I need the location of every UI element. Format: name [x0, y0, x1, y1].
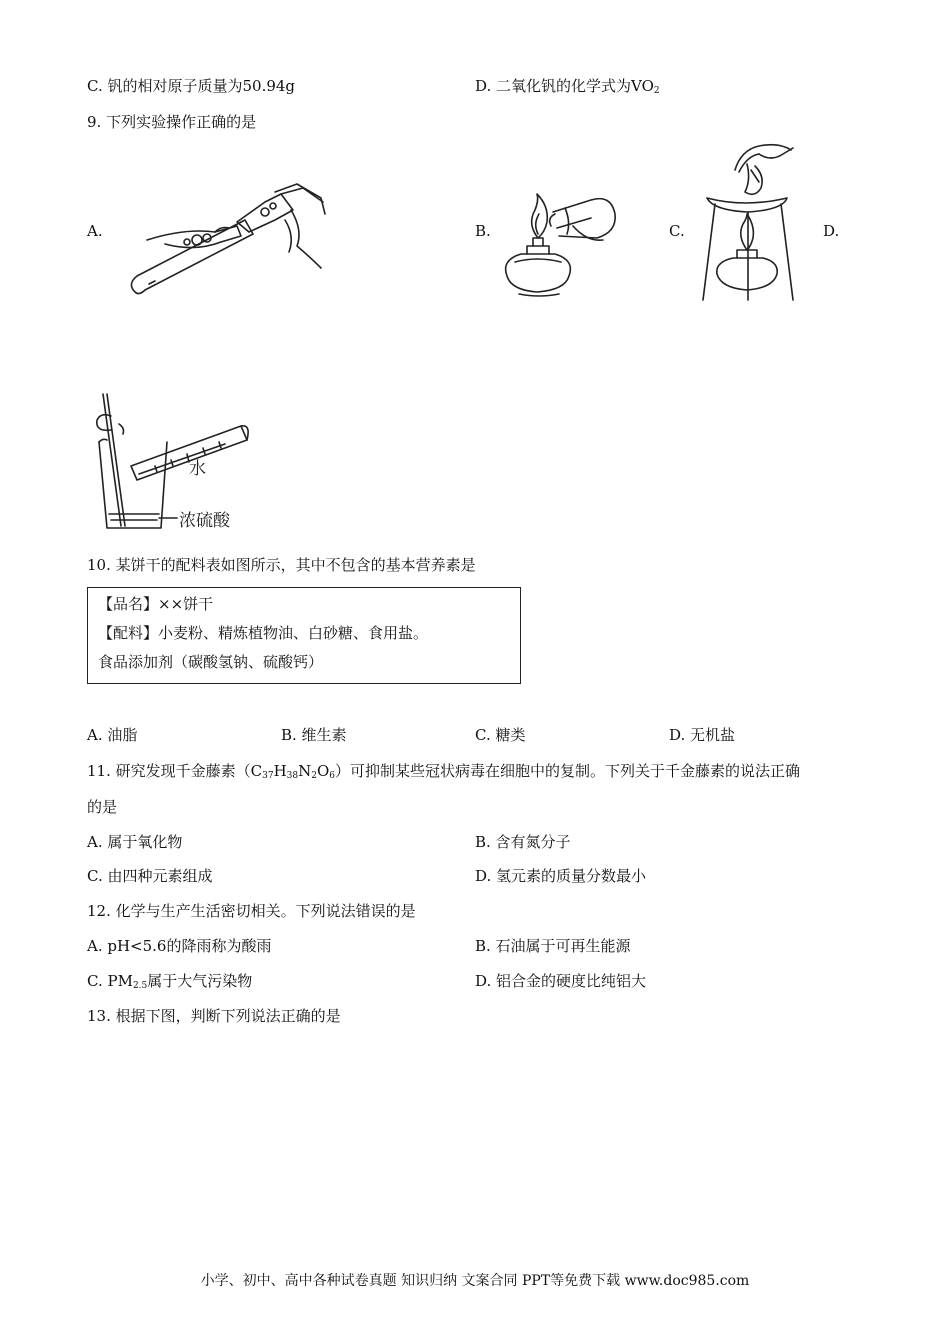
q9-label-a: A.: [87, 222, 103, 240]
ingredient-name-line: 【品名】××饼干: [98, 595, 214, 613]
q12-stem: 12. 化学与生产生活密切相关。下列说法错误的是: [87, 902, 416, 920]
figure-d-acid-label: 浓硫酸: [179, 511, 230, 531]
q11-option-c: C. 由四种元素组成: [87, 867, 213, 885]
q9-label-b: B.: [475, 222, 491, 240]
ingredient-additive-line: 食品添加剂（碳酸氢钠、硫酸钙）: [98, 653, 324, 671]
q9-label-c: C.: [669, 222, 685, 240]
q8-option-c: C. 钒的相对原子质量为50.94g: [87, 77, 296, 95]
q12-option-b: B. 石油属于可再生能源: [475, 937, 631, 955]
q12-option-a: A. pH<5.6的降雨称为酸雨: [87, 937, 272, 955]
figure-a-test-tube: [125, 180, 335, 305]
q11-option-d: D. 氢元素的质量分数最小: [475, 867, 647, 885]
q13-stem: 13. 根据下图，判断下列说法正确的是: [87, 1007, 341, 1025]
q12-option-d: D. 铝合金的硬度比纯铝大: [475, 972, 647, 990]
q8-option-d: D. 二氧化钒的化学式为$VO_2$: [475, 77, 660, 96]
ingredient-list-line: 【配料】小麦粉、精炼植物油、白砂糖、食用盐。: [98, 624, 429, 642]
q9-label-d: D.: [823, 222, 840, 240]
page-footer: 小学、初中、高中各种试卷真题 知识归纳 文案合同 PPT等免费下载 www.doc985.com: [200, 1273, 750, 1289]
q11-stem: 11. 研究发现千金藤素$(C_{37}H_{38}N_2O_6)$可抑制某些冠状病毒在细胞中的复制。下列关于千金藤素的说法正确: [87, 762, 801, 781]
q11-option-b: B. 含有氮分子: [475, 833, 571, 851]
q10-option-c: C. 糖类: [475, 726, 526, 744]
figure-d-water-label: 水: [189, 459, 206, 479]
q10-option-d: D. 无机盐: [669, 726, 736, 744]
q11-option-a: A. 属于氧化物: [87, 833, 183, 851]
q10-stem: 10. 某饼干的配料表如图所示，其中不包含的基本营养素是: [87, 556, 476, 574]
figure-c-tripod-flame: [695, 140, 805, 308]
q11-stem-line2: 的是: [87, 798, 118, 816]
q10-option-a: A. 油脂: [87, 726, 138, 744]
figure-d-dilution: [95, 390, 265, 536]
q9-stem: 9. 下列实验操作正确的是: [87, 113, 257, 131]
ingredient-table: [87, 587, 521, 684]
figure-b-alcohol-lamps: [495, 190, 620, 302]
q10-option-b: B. 维生素: [281, 726, 347, 744]
q12-option-c: C. $PM_{2.5}$属于大气污染物: [87, 972, 253, 991]
